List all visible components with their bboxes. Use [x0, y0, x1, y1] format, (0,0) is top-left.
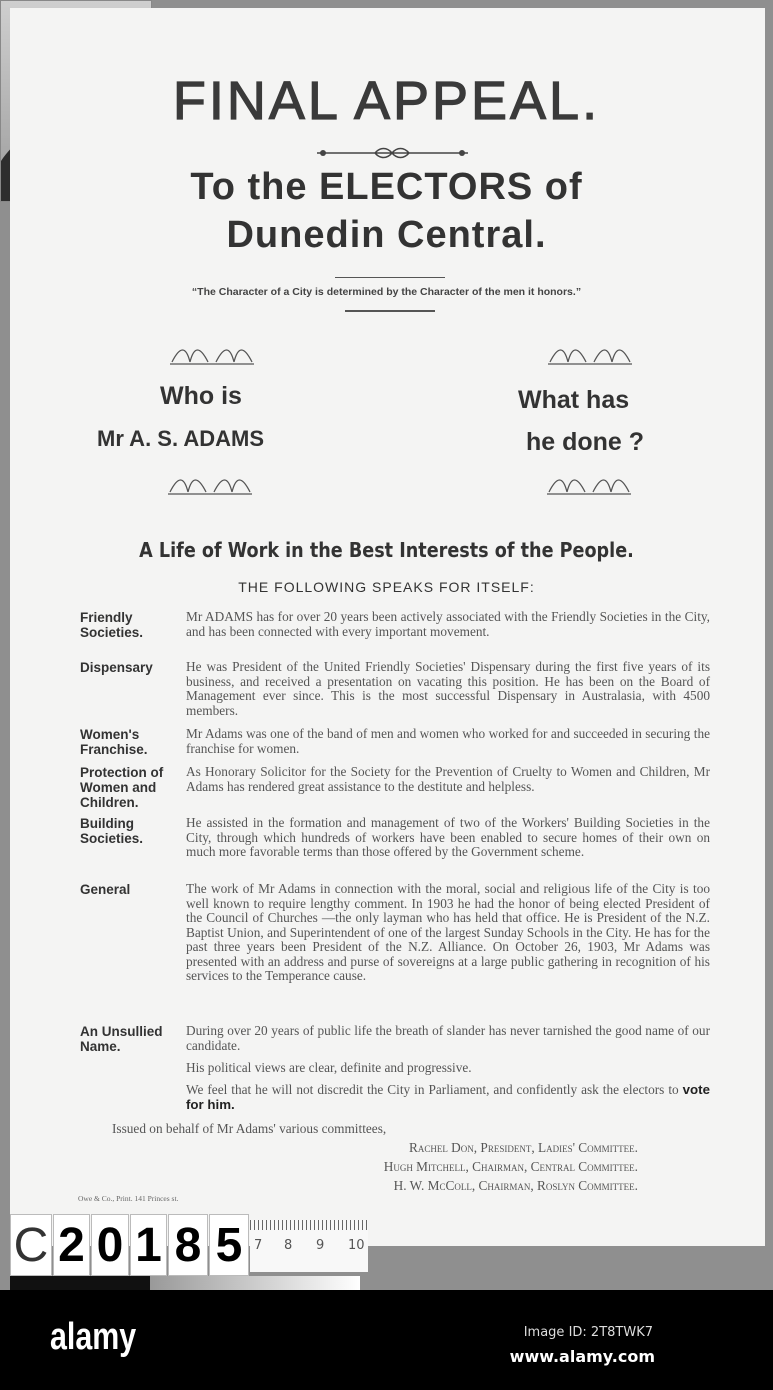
measurement-ruler: 7 8 9 10 — [250, 1220, 368, 1272]
alamy-logo: alamy — [50, 1316, 137, 1358]
issued-by: Issued on behalf of Mr Adams' various committees, — [112, 1121, 387, 1136]
question-what: What has — [518, 386, 630, 414]
signatory: Hugh Mitchell, Chairman, Central Committee. — [383, 1159, 638, 1174]
views-paragraph: His political views are clear, definite and progressive. — [186, 1060, 472, 1075]
section-subheading: THE FOLLOWING SPEAKS FOR ITSELF: — [238, 579, 535, 595]
poster-title: FINAL APPEAL. — [172, 71, 601, 131]
subtitle-electors: To the ELECTORS of — [190, 166, 583, 208]
motto-quote: “The Character of a City is determined by the Character of the men it honors.” — [191, 286, 582, 298]
record-item: Women's Franchise. Mr Adams was one of the band of men and women who worked for and succeeded in securing the franchise for women. — [80, 726, 710, 757]
catalogue-digit: 2 — [53, 1214, 90, 1276]
catalogue-digit: 5 — [209, 1214, 249, 1276]
catalogue-digit: 0 — [91, 1214, 129, 1276]
lotus-ornament-icon — [166, 470, 254, 498]
lotus-ornament-icon — [546, 340, 634, 368]
ornament-divider-icon — [315, 146, 470, 160]
catalogue-letter: C — [10, 1214, 52, 1276]
record-item: Protection of Women and Children. As Honorary Solicitor for the Society for the Prevention of Cruelty to Women and Children, Mr Adams has rendered great assistance to the destitute and helpless. — [80, 764, 710, 810]
signatory: H. W. McColl, Chairman, Roslyn Committee. — [393, 1178, 638, 1193]
closing-paragraph: We feel that he will not discredit the City in Parliament, and confidently ask the electors to vote for him. — [186, 1082, 710, 1112]
record-item: Friendly Societies. Mr ADAMS has for over 20 years been actively associated with the Friendly Societies in the City, and has been connected with every important movement. — [80, 609, 710, 640]
divider — [345, 310, 435, 312]
catalogue-digit: 1 — [130, 1214, 167, 1276]
question-done: he done ? — [526, 428, 645, 456]
section-heading: A Life of Work in the Best Interests of the People. — [139, 538, 634, 562]
candidate-name: Mr A. S. ADAMS — [97, 426, 265, 451]
subtitle-constituency: Dunedin Central. — [226, 214, 547, 256]
lotus-ornament-icon — [545, 470, 633, 498]
divider — [335, 277, 445, 278]
question-who: Who is — [160, 382, 242, 410]
catalogue-digit: 8 — [168, 1214, 208, 1276]
lotus-ornament-icon — [168, 340, 256, 368]
record-item: An Unsullied Name. During over 20 years of public life the breath of slander has never tarnished the good name of our candidate. — [80, 1023, 710, 1054]
watermark-url: www.alamy.com — [509, 1347, 655, 1366]
record-item: Building Societies. He assisted in the formation and management of two of the Workers' Building Societies in the City, through which hundreds of workers have been enabled to secure homes of their own on much more favorable terms than those offered by the Government scheme. — [80, 815, 710, 859]
signatory: Rachel Don, President, Ladies' Committee. — [408, 1140, 638, 1155]
record-item: Dispensary He was President of the United Friendly Societies' Dispensary during the first five years of its business, and received a presentation on vacating this position. He has been on the Board of Management ever since. This is the most successful Dispensary in Australasia, with 4500 members. — [80, 659, 710, 718]
printer-imprint: Owe & Co., Print. 141 Princes st. — [78, 1194, 179, 1203]
image-id: Image ID: 2T8TWK7 — [523, 1325, 653, 1340]
record-item: General The work of Mr Adams in connection with the moral, social and religious life of the City is too well known to require lengthy comment. In 1903 he had the honor of being elected President of the Council of Churches —the only layman who has held that office. He is President of the N.Z. Baptist Union, and Superintendent of one of the largest Sunday Schools in the City. He has for the past three years been President of the N.Z. Alliance. On October 26, 1903, Mr Adams was presented with an address and purse of sovereigns at a large public gathering in recognition of his services to the Temperance cause. — [80, 881, 710, 983]
